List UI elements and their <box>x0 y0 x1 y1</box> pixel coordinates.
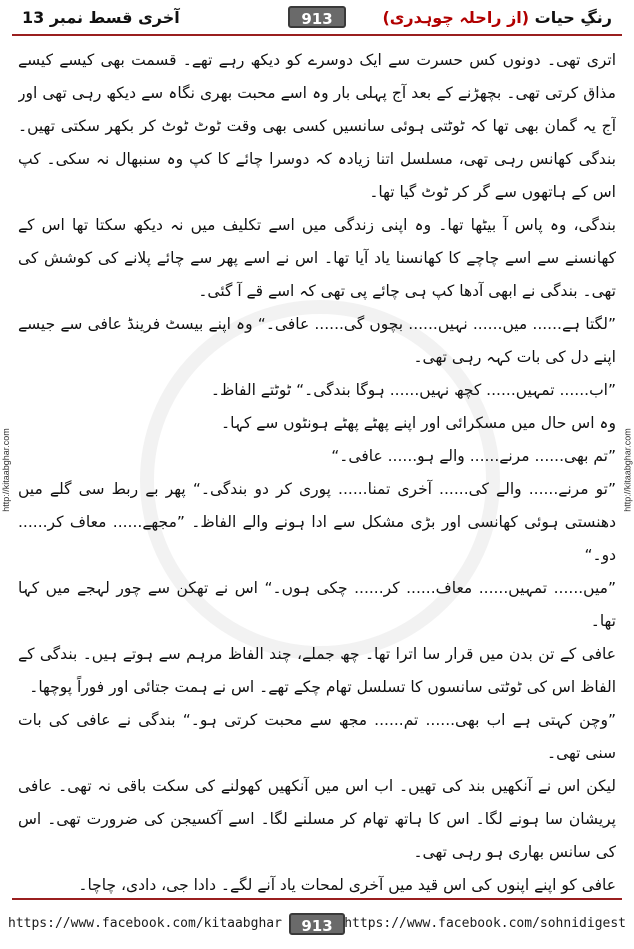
novel-title: رنگِ حیات <box>534 8 612 27</box>
side-watermark-right: http://kitaabghar.com <box>623 428 633 512</box>
page-footer <box>0 900 634 949</box>
paragraph: ”لگتا ہے...... میں...... نہیں...... بچوں گی...... عافی۔“ وہ اپنے بیسٹ فرینڈ عافی سے جیسے اپنے دل کی بات کہہ رہی تھی۔ <box>18 315 616 366</box>
paragraph: ”اب...... تمہیں...... کچھ نہیں...... ہوگا بندگی۔“ ٹوٹتے الفاظ۔ <box>210 381 616 399</box>
paragraph: اتری تھی۔ دونوں کس حسرت سے ایک دوسرے کو دیکھ رہے تھے۔ قسمت بھی کیسے کیسے مذاق کرتی تھی۔ بچھڑنے کے بعد آج پہلی بار وہ اسے محبت بھری نگاہ سے دیکھ رہی تھی اور آج یہ گمان بھی تھا کہ ٹوٹتی ہوئی سانسیں کسی بھی وقت ٹوٹ ٹوٹ کر بکھر سکتی تھیں۔ بندگی کھانس رہی تھی، مسلسل اتنا زیادہ کہ دوسرا چائے کا کپ وہ سنبھال نہ سکی۔ کپ اس کے ہاتھوں سے گر کر ٹوٹ گیا تھا۔ <box>18 51 616 201</box>
paragraph: عافی کو اپنے اپنوں کی اس قید میں آخری لمحات یاد آنے لگے۔ دادا جی، دادی، چاچا۔ <box>78 876 616 894</box>
page-number-badge: 913 <box>288 6 346 28</box>
footer-page-number: 913 <box>289 913 345 935</box>
sohnidigest-facebook-link[interactable]: https://www.facebook.com/sohnidigest <box>344 916 626 931</box>
episode-label: آخری قسط نمبر 13 <box>22 8 180 27</box>
kitaabghar-facebook-link[interactable]: https://www.facebook.com/kitaabghar <box>8 916 282 931</box>
author-name: (از راحلہ چوہدری) <box>382 8 530 27</box>
page-header <box>0 0 634 34</box>
side-watermark-left: http://kitaabghar.com <box>1 428 11 512</box>
paragraph: ”میں...... تمہیں...... معاف...... کر...... چکی ہوں۔“ اس نے تھکن سے چور لہجے میں کہا تھا۔ <box>18 579 616 630</box>
paragraph: لیکن اس نے آنکھیں بند کی تھیں۔ اب اس میں آنکھیں کھولنے کی سکت باقی نہ تھی۔ عافی پریشان سا ہونے لگا۔ اس کا ہاتھ تھام کر مسلنے لگا۔ اسے آکسیجن کی ضرورت تھی۔ اس کی سانس بھاری ہو رہی تھی۔ <box>18 777 616 861</box>
novel-title-block <box>382 8 612 27</box>
paragraph: ”تو مرنے...... والے کی...... آخری تمنا...... پوری کر دو بندگی۔“ پھر بے ربط سی گلے میں دھنستی ہوئی کھانسی اور بڑی مشکل سے ادا ہونے والے الفاظ۔ ”مجھے...... معاف کر...... دو۔“ <box>18 480 616 564</box>
paragraph: ”وچن کہتی ہے اب بھی...... تم...... مجھ سے محبت کرتی ہو۔“ بندگی نے عافی کی بات سنی تھی۔ <box>18 711 616 762</box>
header-divider <box>12 34 622 36</box>
paragraph: عافی کے تن بدن میں قرار سا اترا تھا۔ چھ جملے، چند الفاظ مرہم سے ہوتے ہیں۔ بندگی کے الفاظ اس کی ٹوٹتی سانسوں کا تسلسل تھام چکے تھے۔ اس نے ہمت جتائی اور فوراً پوچھا۔ <box>18 645 616 696</box>
paragraph: وہ اس حال میں مسکرائی اور اپنے پھٹے پھٹے ہونٹوں سے کہا۔ <box>220 414 616 432</box>
story-body <box>18 44 616 894</box>
paragraph: ”تم بھی...... مرنے...... والے ہو...... عافی۔“ <box>331 447 616 465</box>
paragraph: بندگی، وہ پاس آ بیٹھا تھا۔ وہ اپنی زندگی میں اسے تکلیف میں نہ دیکھ سکتا تھا اس کے کھانسنے سے اسے چاچے کا کھانسنا یاد آیا تھا۔ اس نے اسے پھر سے چائے پلانے کی کوشش کی تھی۔ بندگی نے ابھی آدھا کپ ہی چائے پی تھی کہ اسے قے آ گئی۔ <box>18 216 616 300</box>
